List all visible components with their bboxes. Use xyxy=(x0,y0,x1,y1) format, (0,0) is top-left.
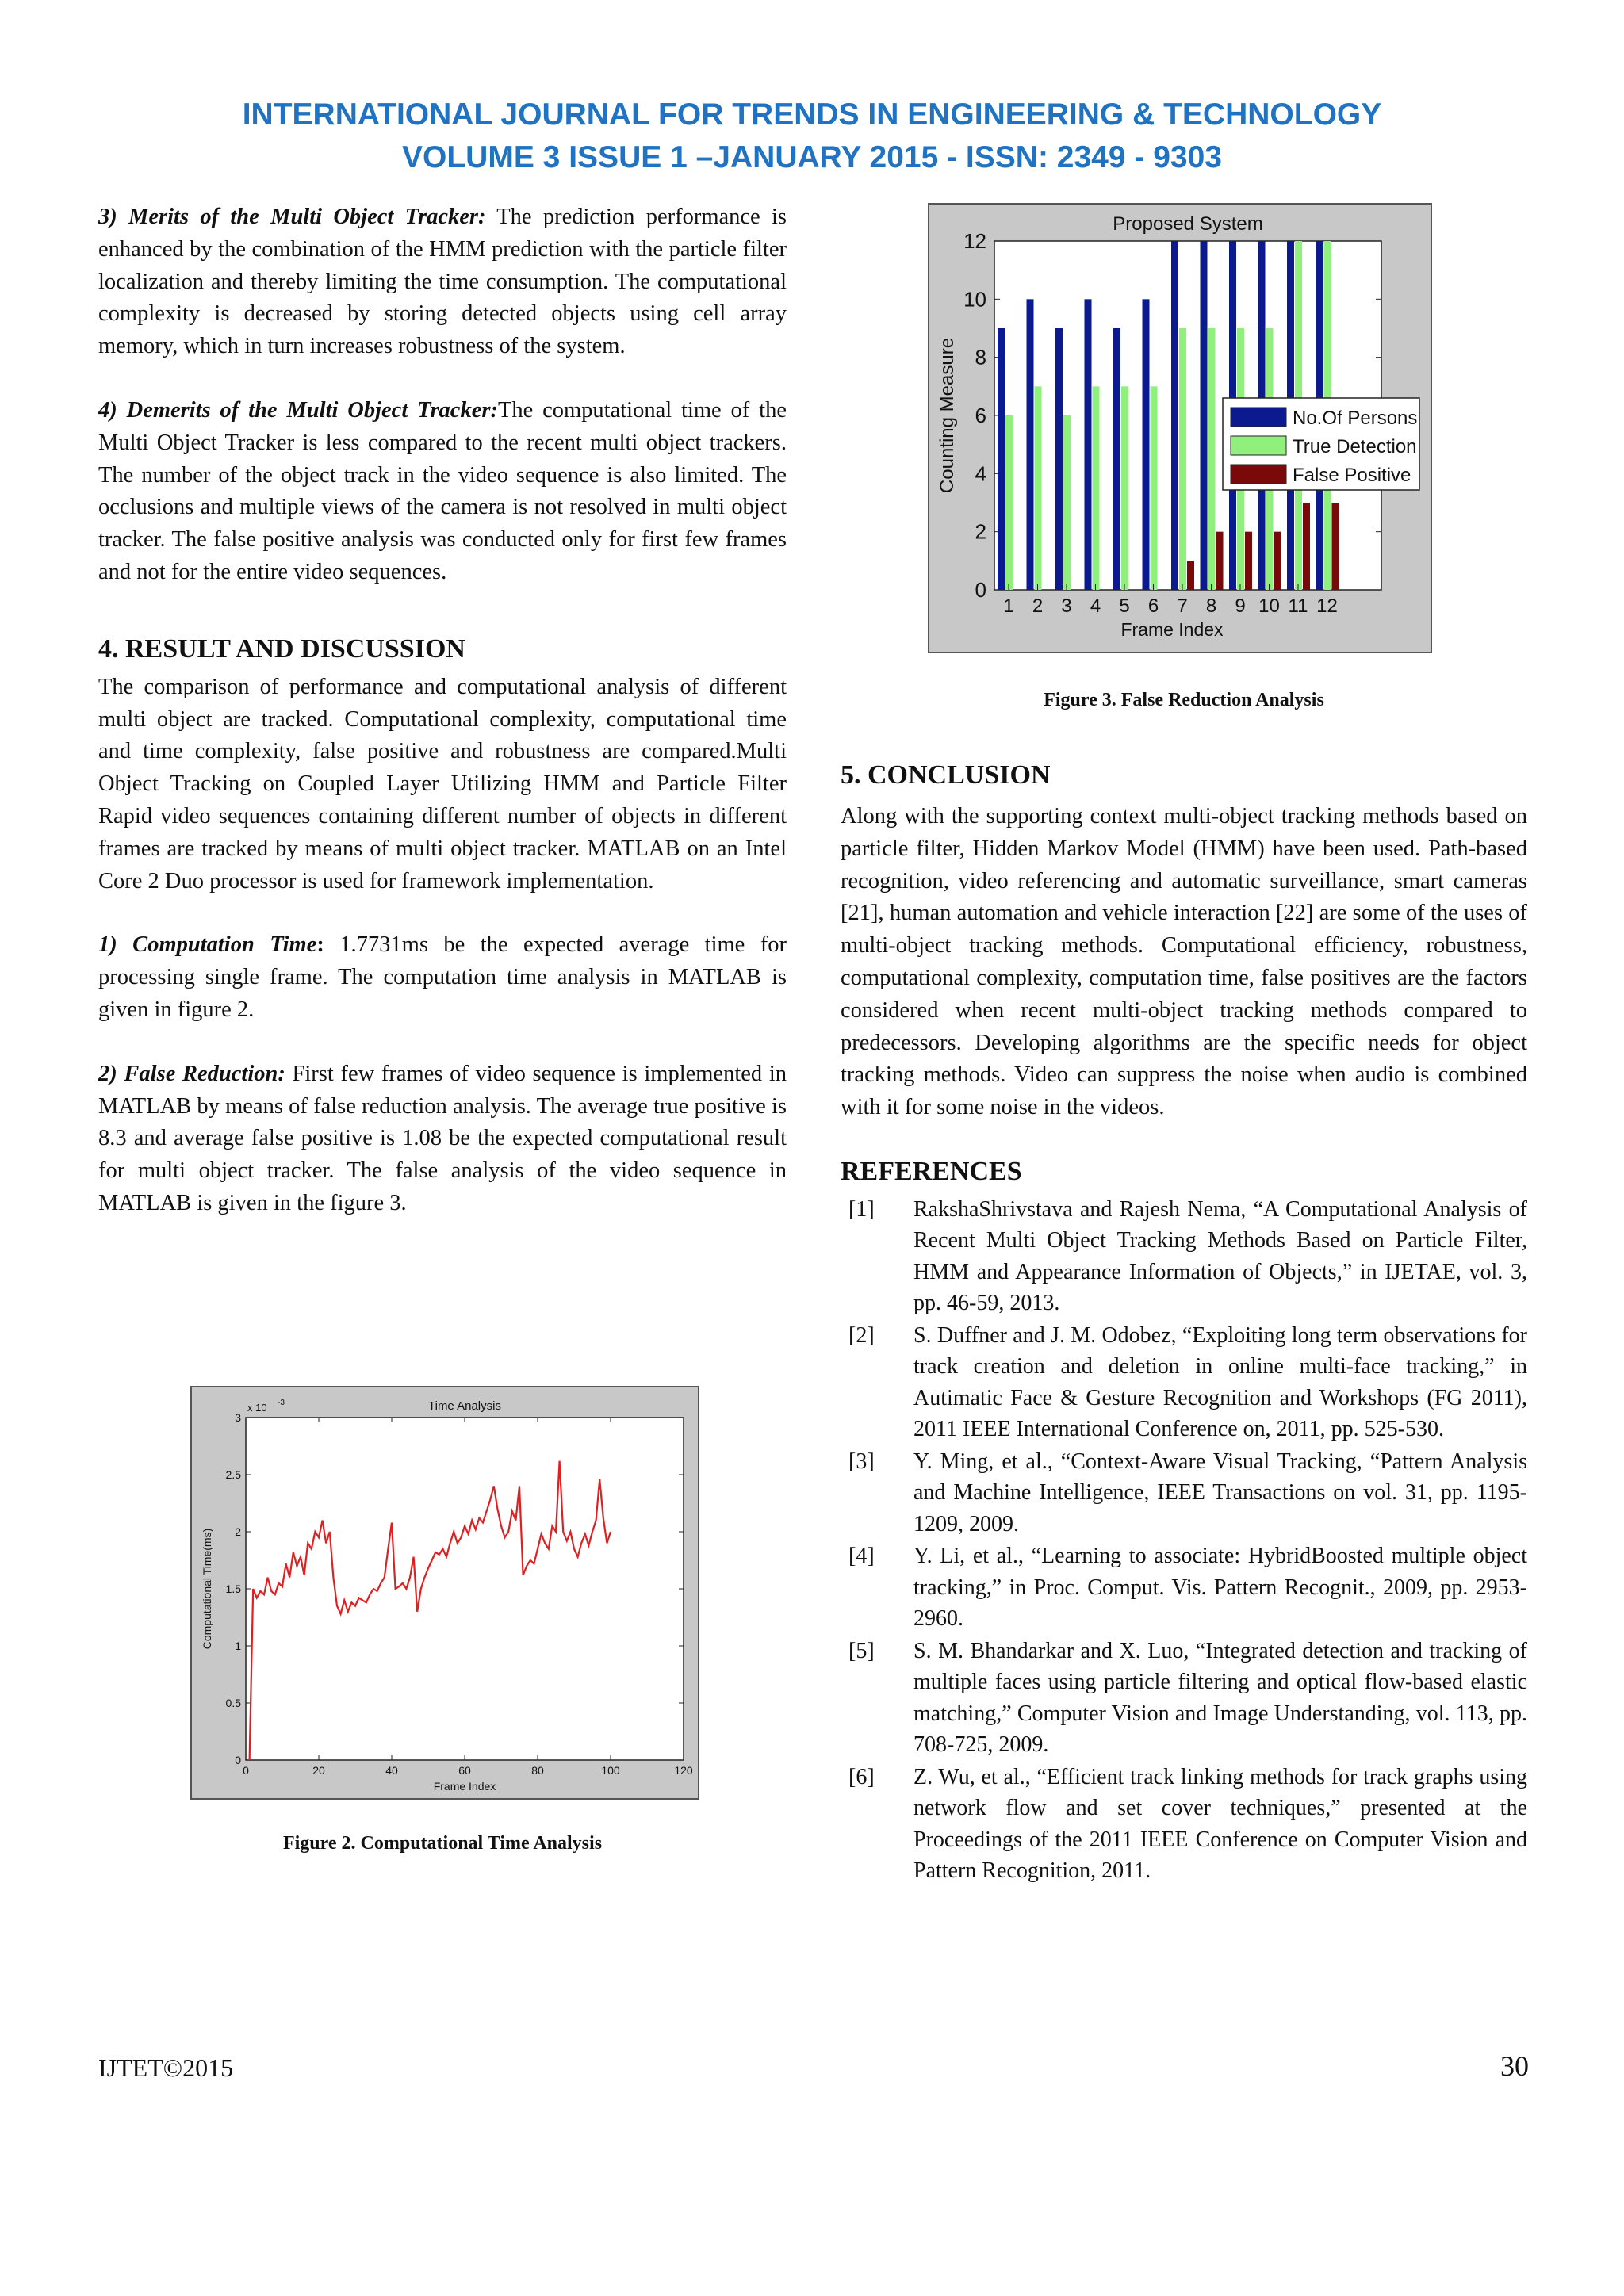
reference-number: [2] xyxy=(848,1322,875,1348)
x-tick-label: 1 xyxy=(1003,595,1014,617)
bar-noofpersons xyxy=(1085,299,1092,590)
figure-3-caption: Figure 3. False Reduction Analysis xyxy=(1044,690,1324,710)
x-tick-label: 40 xyxy=(385,1764,398,1777)
y-multiplier: x 10 xyxy=(247,1402,267,1414)
time-analysis-chart xyxy=(192,1387,698,1798)
bar-falsepositive xyxy=(1245,532,1252,590)
bar-truedetection xyxy=(1035,386,1042,590)
bar-noofpersons xyxy=(998,328,1005,590)
bar-truedetection xyxy=(1151,386,1158,590)
y-tick-label: 0 xyxy=(235,1754,241,1766)
reference-number: [3] xyxy=(848,1448,875,1474)
merits-paragraph xyxy=(98,201,787,363)
section-5-body: Along with the supporting context multi-object tracking methods based on particle filter, Hidden Markov Model (HMM) have been used. Path-based recognition, video referencing and automatic surveillance, smart cameras [21], human automation and vehicle interaction [22] are some of the uses of multi-object tracking methods. Computational efficiency, robustness, computational complexity, computation time, false positives are the factors considered when recent multi-object tracking methods compared to predecessors. Developing algorithms are the specific needs for object tracking methods. Video can suppress the noise when audio is combined with it for some noise in the videos. xyxy=(841,804,1527,1120)
section-4-heading: 4. RESULT AND DISCUSSION xyxy=(98,633,465,664)
x-tick-label: 11 xyxy=(1288,595,1308,617)
computation-time-lead: 1) Computation Time xyxy=(98,932,317,958)
bar-truedetection xyxy=(1179,328,1186,590)
x-tick-label: 60 xyxy=(458,1764,471,1777)
y-tick-label: 0 xyxy=(975,578,986,602)
computation-time-colon: : xyxy=(316,932,324,958)
bar-noofpersons xyxy=(1143,299,1150,590)
bar-falsepositive xyxy=(1216,532,1224,590)
legend-swatch xyxy=(1231,436,1286,455)
reference-item xyxy=(841,1320,1527,1445)
x-tick-label: 80 xyxy=(531,1764,544,1777)
plot-area xyxy=(246,1418,684,1760)
bar-noofpersons xyxy=(1171,241,1178,590)
y-tick-label: 6 xyxy=(975,404,986,427)
reference-item xyxy=(841,1194,1527,1319)
x-axis-label: Frame Index xyxy=(1120,619,1224,640)
y-tick-label: 1 xyxy=(235,1640,241,1652)
reference-item xyxy=(841,1762,1527,1887)
false-reduction-body: First few frames of video sequence is implemented in MATLAB by means of false reduction analysis. The average true positive is 8.3 and average false positive is 1.08 be the expected computational result for multi object tracker. The false analysis of the video sequence in MATLAB is given in the figure 3. xyxy=(98,1061,787,1215)
x-tick-label: 12 xyxy=(1316,595,1338,617)
computation-time-body: 1.7731ms be the expected average time for processing single frame. The computation time analysis in MATLAB is given in figure 2. xyxy=(98,932,787,1022)
right-column xyxy=(841,758,1527,1888)
bar-truedetection xyxy=(1093,386,1100,590)
x-tick-label: 4 xyxy=(1090,595,1101,617)
y-axis-label: Computational Time(ms) xyxy=(201,1528,213,1650)
reference-number: [1] xyxy=(848,1196,875,1222)
reference-text: Z. Wu, et al., “Efficient track linking methods for track graphs using network flow and set cover techniques,” presented at the Proceedings of the 2011 IEEE Conference on Computer Vision and Pattern Recognition, 2011. xyxy=(914,1764,1527,1884)
x-tick-label: 8 xyxy=(1205,595,1217,617)
y-tick-label: 1.5 xyxy=(225,1582,241,1595)
y-exponent: -3 xyxy=(278,1399,285,1407)
x-tick-label: 120 xyxy=(674,1764,693,1777)
chart-legend xyxy=(1223,398,1419,490)
bar-noofpersons xyxy=(1201,241,1208,590)
merits-lead: 3) Merits of the Multi Object Tracker: xyxy=(98,205,486,229)
journal-volume: VOLUME 3 ISSUE 1 –JANUARY 2015 - ISSN: 2349 - 9303 xyxy=(402,140,1222,174)
reference-item xyxy=(841,1446,1527,1540)
demerits-lead: 4) Demerits of the Multi Object Tracker: xyxy=(98,397,498,423)
chart-title: Proposed System xyxy=(1113,213,1263,235)
false-reduction-paragraph xyxy=(98,1058,787,1220)
false-reduction-lead: 2) False Reduction: xyxy=(98,1061,285,1086)
y-tick-label: 2 xyxy=(975,519,986,544)
bar-falsepositive xyxy=(1303,503,1310,590)
section-4-body: The comparison of performance and computational analysis of different multi object are tracked. Computational complexity, computational time and time complexity, false positive and robustness are compared.Multi Object Tracking on Coupled Layer Utilizing HMM and Particle Filter Rapid video sequences containing different number of objects in different frames are tracked by means of multi object tracker. MATLAB on an Intel Core 2 Duo processor is used for framework implementation. xyxy=(98,674,787,894)
figure-2 xyxy=(190,1386,699,1800)
bar-noofpersons xyxy=(1113,328,1120,590)
x-tick-label: 3 xyxy=(1061,595,1072,617)
x-tick-label: 100 xyxy=(601,1764,620,1777)
y-axis-label: Counting Measure xyxy=(936,337,958,494)
demerits-body: The computational time of the Multi Object Tracker is less compared to the recent multi object trackers. The number of the object track in the video sequence is also limited. The occlusions and multiple views of the camera is not resolved in multi object tracker. The false positive analysis was conducted only for first few frames and not for the entire video sequences. xyxy=(98,397,787,584)
bar-truedetection xyxy=(1005,415,1013,590)
y-tick-label: 0.5 xyxy=(225,1697,241,1709)
bar-truedetection xyxy=(1063,415,1071,590)
legend-label: True Detection xyxy=(1293,436,1417,457)
reference-text: Y. Ming, et al., “Context-Aware Visual Tracking, “Pattern Analysis and Machine Intelligence, IEEE Transactions on vol. 31, pp. 1195-1209, 2009. xyxy=(914,1448,1527,1536)
y-tick-label: 10 xyxy=(963,287,986,312)
x-tick-label: 0 xyxy=(243,1764,249,1777)
reference-text: S. Duffner and J. M. Odobez, “Exploiting long term observations for track creation and deletion in online multi-face tracking,” in Autimatic Face & Gesture Recognition and Workshops (FG 2011), 2011 IEEE International Conference on, 2011, pp. 525-530. xyxy=(914,1322,1527,1442)
x-tick-label: 10 xyxy=(1258,595,1280,617)
reference-text: S. M. Bhandarkar and X. Luo, “Integrated detection and tracking of multiple faces using particle filtering and optical flow-based elastic matching,” Computer Vision and Image Understanding, vol. 113, pp. 708-725, 2009. xyxy=(914,1638,1527,1758)
y-tick-label: 8 xyxy=(975,345,986,369)
bar-truedetection xyxy=(1208,328,1216,590)
merits-body: The prediction performance is enhanced by the combination of the HMM prediction with the particle filter localization and thereby limiting the time consumption. The computational complexity is decreased by storing detected objects using cell array memory, which in turn increases robustness of the system. xyxy=(98,205,787,359)
x-axis-label: Frame Index xyxy=(433,1780,496,1793)
computation-time-paragraph xyxy=(98,929,787,1026)
x-tick-label: 7 xyxy=(1177,595,1188,617)
y-tick-label: 2 xyxy=(235,1525,241,1538)
reference-number: [5] xyxy=(848,1638,875,1663)
y-tick-label: 3 xyxy=(235,1411,241,1424)
left-column xyxy=(98,201,787,1220)
x-tick-label: 6 xyxy=(1147,595,1159,617)
x-tick-label: 5 xyxy=(1119,595,1130,617)
reference-text: RakshaShrivstava and Rajesh Nema, “A Computational Analysis of Recent Multi Object Tracking Methods Based on Particle Filter, HMM and Appearance Information of Objects,” in IJETAE, vol. 3, pp. 46-59, 2013. xyxy=(914,1196,1527,1316)
x-tick-label: 2 xyxy=(1032,595,1044,617)
false-reduction-chart xyxy=(929,205,1431,652)
legend-swatch xyxy=(1231,465,1286,484)
y-tick-label: 4 xyxy=(975,461,986,486)
footer-copyright: IJTET©2015 xyxy=(98,2053,234,2082)
y-tick-label: 2.5 xyxy=(225,1468,241,1481)
references-list xyxy=(841,1194,1527,1887)
chart-title: Time Analysis xyxy=(428,1399,501,1413)
references-heading: REFERENCES xyxy=(841,1156,1022,1186)
journal-header xyxy=(0,94,1624,179)
reference-text: Y. Li, et al., “Learning to associate: HybridBoosted multiple object tracking,” in Proc. Comput. Vis. Pattern Recognit., 2009, pp. 2953-2960. xyxy=(914,1544,1527,1632)
y-tick-label: 12 xyxy=(963,229,986,253)
bar-noofpersons xyxy=(1027,299,1034,590)
legend-label: False Positive xyxy=(1293,465,1411,486)
bar-falsepositive xyxy=(1274,532,1281,590)
demerits-paragraph xyxy=(98,395,787,589)
page-number: 30 xyxy=(1500,2050,1529,2082)
x-tick-label: 9 xyxy=(1235,595,1246,617)
figure-3 xyxy=(928,203,1432,653)
reference-item xyxy=(841,1636,1527,1761)
bar-noofpersons xyxy=(1055,328,1063,590)
reference-item xyxy=(841,1540,1527,1635)
legend-swatch xyxy=(1231,408,1286,427)
x-tick-label: 20 xyxy=(312,1764,325,1777)
journal-title: INTERNATIONAL JOURNAL FOR TRENDS IN ENGINEERING & TECHNOLOGY xyxy=(242,98,1382,132)
figure-2-caption: Figure 2. Computational Time Analysis xyxy=(282,1833,603,1854)
section-5-heading: 5. CONCLUSION xyxy=(841,760,1051,790)
bar-falsepositive xyxy=(1187,561,1194,590)
legend-label: No.Of Persons xyxy=(1293,408,1418,429)
bar-truedetection xyxy=(1121,386,1128,590)
reference-number: [4] xyxy=(848,1544,875,1569)
reference-number: [6] xyxy=(848,1764,875,1789)
bar-falsepositive xyxy=(1332,503,1339,590)
